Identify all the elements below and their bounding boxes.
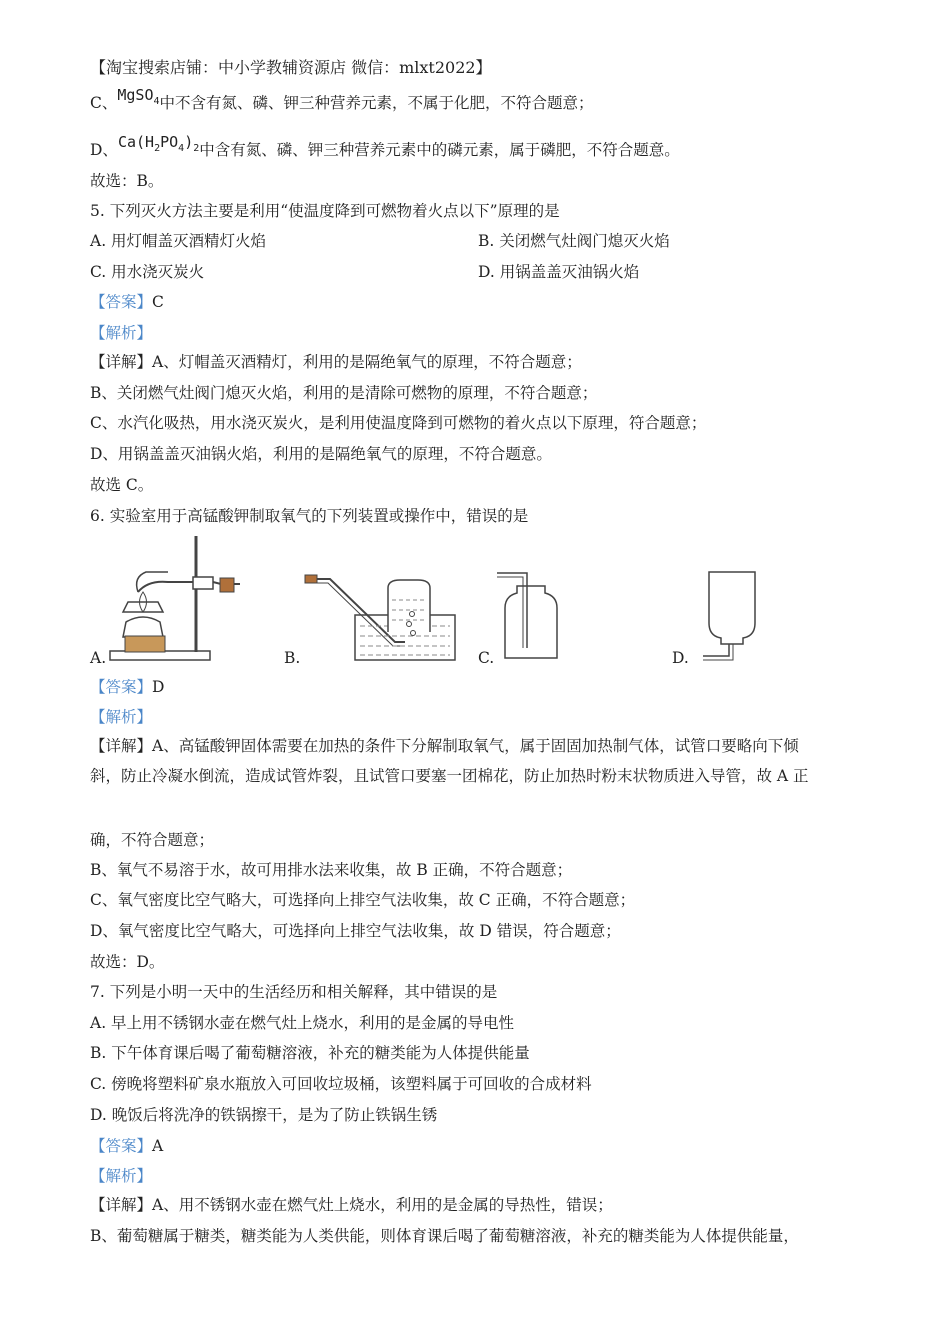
q4-option-d-explanation [90,133,680,167]
q4-d-formula: $Ca(H_2PO_4)_2$ [117,133,200,154]
q7-option-c: C. 傍晚将塑料矿泉水瓶放入可回收垃圾桶，该塑料属于可回收的合成材料 [90,1075,592,1093]
answer-value: D [152,678,165,696]
q5-detail-c: C、水汽化吸热，用水浇灭炭火，是利用使温度降到可燃物的着火点以下原理，符合题意； [90,414,707,432]
q4-d-text: 中含有氮、磷、钾三种营养元素中的磷元素，属于磷肥，不符合题意。 [199,141,680,159]
q6-label-c: C. [478,649,495,667]
q6-stem: 6. 实验室用于高锰酸钾制取氧气的下列装置或操作中，错误的是 [90,507,529,525]
figure-d-downward-collection [695,568,765,663]
detail-tag: 【详解】 [90,1196,153,1214]
q4-d-prefix: D、 [90,141,118,159]
q6-label-a: A. [90,649,107,667]
q6-select: 故选：D。 [90,953,165,971]
q7-answer [90,1136,163,1156]
q6-label-b: B. [284,649,301,667]
store-header: 【淘宝搜索店铺：中小学教辅资源店 微信：mlxt2022】 [90,58,492,77]
q6-answer [90,677,164,697]
q7-option-d: D. 晚饭后将洗净的铁锅擦干，是为了防止铁锅生锈 [90,1106,438,1124]
q5-detail-b: B、关闭燃气灶阀门熄灭火焰，利用的是清除可燃物的原理，不符合题意； [90,384,598,402]
q5-option-a: A. 用灯帽盖灭酒精灯火焰 [90,232,267,250]
q7-stem: 7. 下列是小明一天中的生活经历和相关解释，其中错误的是 [90,983,498,1001]
q6-label-d: D. [672,649,689,667]
answer-value: C [152,293,164,311]
q6-detail-c: C、氧气密度比空气略大，可选择向上排空气法收集，故 C 正确，不符合题意； [90,891,636,909]
answer-tag: 【答案】 [90,293,153,311]
q4-c-formula: MgSO$_4$ [117,86,160,107]
q5-detail-d: D、用锅盖盖灭油锅火焰，利用的是隔绝氧气的原理，不符合题意。 [90,445,552,463]
q5-select: 故选 C。 [90,476,154,494]
q5-answer [90,292,164,312]
q7-analysis-tag: 【解析】 [90,1167,153,1185]
q6-detail-a-line3: 确，不符合题意； [90,831,215,849]
q4-option-c-explanation [90,86,594,120]
q5-option-c: C. 用水浇灭炭火 [90,263,205,281]
detail-tag: 【详解】 [90,737,153,755]
q6-detail-a-line2: 斜，防止冷凝水倒流，造成试管炸裂，且试管口要塞一团棉花，防止加热时粉末状物质进入导管，故 A 正 [90,767,809,785]
q7-option-b: B. 下午体育课后喝了葡萄糖溶液，补充的糖类能为人体提供能量 [90,1044,530,1062]
answer-tag: 【答案】 [90,678,153,696]
q6-analysis-tag: 【解析】 [90,708,153,726]
q5-option-d: D. 用锅盖盖灭油锅火焰 [478,263,640,281]
q4-c-prefix: C、 [90,94,118,112]
answer-value: A [152,1137,164,1155]
figure-b-water-collection [300,570,460,662]
q6-detail-a-line1: 【详解】A、高锰酸钾固体需要在加热的条件下分解制取氧气，属于固固加热制气体，试管口要略向下倾 [90,737,799,755]
q5-option-b: B. 关闭燃气灶阀门熄灭火焰 [478,232,670,250]
detail-tag: 【详解】 [90,353,153,371]
q7-detail-b: B、葡萄糖属于糖类，糖类能为人类供能，则体育课后喝了葡萄糖溶液，补充的糖类能为人体提供能量， [90,1227,799,1245]
q7-detail-a: 【详解】A、用不锈钢水壶在燃气灶上烧水，利用的是金属的导热性，错误； [90,1196,613,1214]
q6-detail-b: B、氧气不易溶于水，故可用排水法来收集，故 B 正确，不符合题意； [90,861,573,879]
figure-c-upward-collection [495,568,565,663]
q6-detail-d: D、氧气密度比空气略大，可选择向上排空气法收集，故 D 错误，符合题意； [90,922,621,940]
figure-a-heating-apparatus [108,532,248,664]
q5-stem: 5. 下列灭火方法主要是利用“使温度降到可燃物着火点以下”原理的是 [90,202,560,220]
q5-detail-a: 【详解】A、灯帽盖灭酒精灯，利用的是隔绝氧气的原理，不符合题意； [90,353,582,371]
q5-analysis-tag: 【解析】 [90,324,153,342]
q7-option-a: A. 早上用不锈钢水壶在燃气灶上烧水，利用的是金属的导电性 [90,1014,515,1032]
q4-c-text: 中不含有氮、磷、钾三种营养元素，不属于化肥，不符合题意； [159,94,594,112]
q4-select: 故选：B。 [90,172,164,190]
answer-tag: 【答案】 [90,1137,153,1155]
